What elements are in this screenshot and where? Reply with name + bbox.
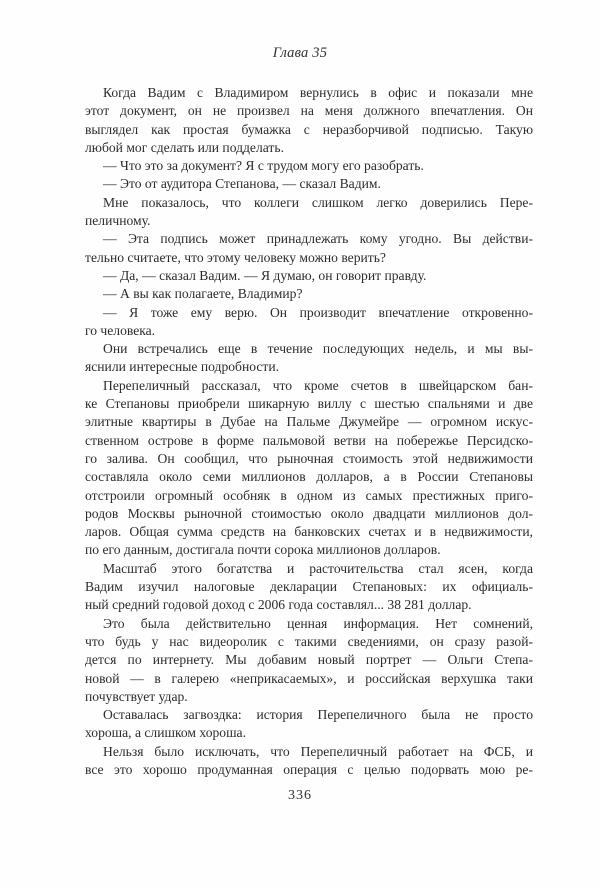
text-line: ларов. Общая сумма средств на банковских счетах и в недвижимости,: [85, 524, 533, 540]
text-line: го человека.: [85, 322, 156, 338]
text-line: Оставалась загвоздка: история Перепеличного была не просто: [103, 707, 533, 723]
text-line: — Я тоже ему верю. Он производит впечатление откровенно-: [103, 304, 533, 320]
text-line: пеличному.: [85, 213, 151, 229]
page-number: 336: [288, 788, 312, 803]
text-line: элитные квартиры в Дубае на Пальме Джумейре — огромном искус-: [85, 414, 533, 430]
text-line: ке Степановы приобрели шикарную виллу с шестью спальнями и две: [85, 396, 533, 412]
text-line: этот документ, он не произвел на меня должного впечатления. Он: [85, 103, 533, 119]
text-line: го залива. Он сообщил, что рыночная стоимость этой недвижимости: [85, 450, 533, 466]
page-text: [85, 84, 533, 779]
chapter-heading: Глава 35: [272, 45, 328, 61]
text-line: дется по интернету. Мы добавим новый портрет — Ольги Степа-: [85, 652, 533, 668]
text-line: Вадим изучил налоговые декларации Степановых: их официаль-: [85, 579, 533, 595]
text-line: составляла около семи миллионов долларов, а в России Степановы: [85, 469, 533, 485]
text-line: Нельзя было исключать, что Перепеличный работает на ФСБ, и: [103, 743, 533, 759]
text-line: — Что это за документ? Я с трудом могу его разобрать.: [103, 158, 424, 174]
text-line: Перепеличный рассказал, что кроме счетов в швейцарском бан-: [103, 377, 533, 393]
text-line: отстроили огромный особняк в одном из самых престижных приго-: [85, 487, 533, 503]
text-line: по его данным, достигала почти сорока миллионов долларов.: [85, 542, 441, 558]
text-line: почувствует удар.: [85, 688, 188, 704]
text-line: хороша, а слишком хороша.: [85, 725, 246, 741]
text-line: новой — в галерею «неприкасаемых», и российская верхушка таки: [85, 670, 533, 686]
text-line: родов Москвы рыночной стоимостью около двадцати миллионов дол-: [85, 505, 533, 521]
text-line: ный средний годовой доход с 2006 года составлял... 38 281 доллар.: [85, 597, 472, 613]
text-line: выглядел как простая бумажка с неразборчивой подписью. Такую: [85, 121, 533, 137]
text-line: Мне показалось, что коллеги слишком легко доверились Пере-: [103, 194, 533, 210]
text-line: Они встречались еще в течение последующих недель, и мы вы-: [103, 341, 533, 357]
text-line: любой мог сделать или подделать.: [85, 139, 284, 155]
text-line: — А вы как полагаете, Владимир?: [103, 286, 303, 302]
text-line: — Эта подпись может принадлежать кому угодно. Вы действи-: [103, 231, 533, 247]
text-line: — Это от аудитора Степанова, — сказал Вадим.: [103, 176, 381, 192]
text-line: все это хорошо продуманная операция с целью подорвать мою ре-: [85, 761, 533, 777]
text-line: тельно считаете, что этому человеку можно верить?: [85, 249, 386, 265]
text-line: — Да, — сказал Вадим. — Я думаю, он говорит правду.: [103, 267, 427, 283]
text-line: Когда Вадим с Владимиром вернулись в офис и показали мне: [103, 85, 533, 100]
text-line: что будь у нас видеоролик с такими сведениями, он сразу разой-: [85, 633, 533, 649]
text-line: яснили интересные подробности.: [85, 359, 280, 375]
text-line: Масштаб этого богатства и расточительства стал ясен, когда: [103, 560, 533, 576]
text-line: Это была действительно ценная информация. Нет сомнений,: [103, 615, 533, 631]
text-line: ственном острове в форме пальмовой ветви на побережье Персидско-: [85, 432, 533, 448]
